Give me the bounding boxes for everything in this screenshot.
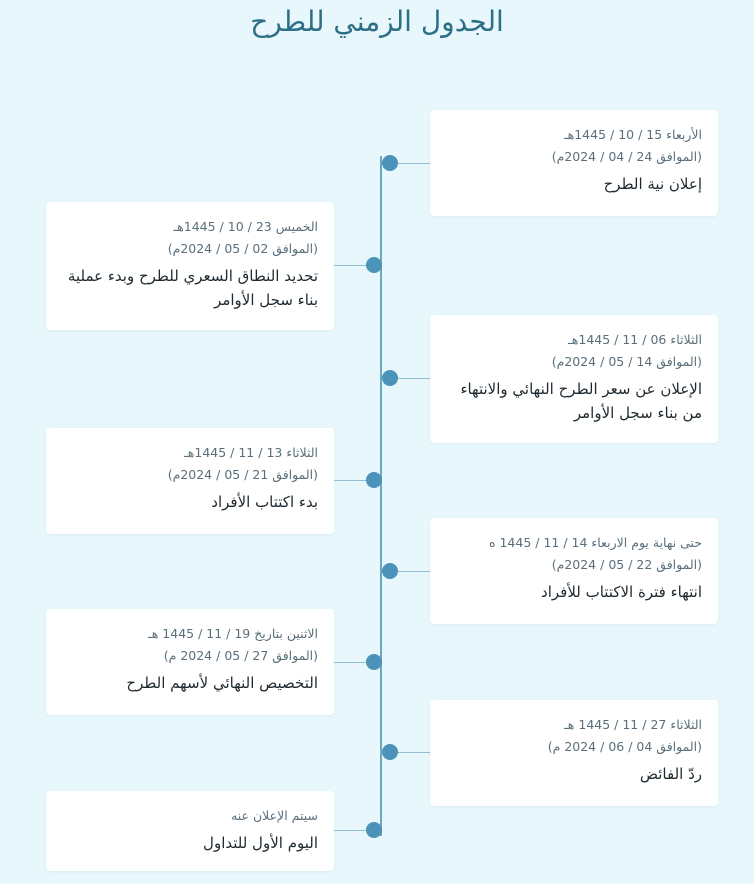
timeline-dot (382, 744, 398, 760)
timeline-card-retail-subscription-start (46, 428, 334, 534)
event-date-hijri: الثلاثاء 13 / 11 / 1445هـ (184, 445, 318, 460)
timeline-card-final-allocation (46, 609, 334, 715)
event-date-gregorian: (الموافق 22 / 05 / 2024م) (551, 557, 702, 572)
timeline-card-final-price (430, 315, 718, 443)
event-date-hijri: الاثنين بتاريخ 19 / 11 / 1445 هـ (148, 626, 318, 641)
event-description: إعلان نية الطرح (603, 175, 702, 193)
event-description: الإعلان عن سعر الطرح النهائي والانتهاء من بناء سجل الأوامر (460, 380, 702, 422)
event-date-gregorian: (الموافق 21 / 05 / 2024م) (167, 467, 318, 482)
timeline-dot (382, 370, 398, 386)
event-description: تحديد النطاق السعري للطرح وبدء عملية بناء سجل الأوامر (67, 267, 318, 309)
event-description: ردّ الفائض (639, 765, 702, 783)
event-description: انتهاء فترة الاكتتاب للأفراد (541, 583, 702, 601)
event-date-hijri: حتى نهاية يوم الاربعاء 14 / 11 / 1445 ه (488, 535, 702, 550)
timeline-dot (366, 472, 382, 488)
event-date-gregorian: (الموافق 04 / 06 / 2024 م) (547, 739, 702, 754)
event-date-gregorian: (الموافق 14 / 05 / 2024م) (551, 354, 702, 369)
event-date-hijri: الثلاثاء 06 / 11 / 1445هـ (568, 332, 702, 347)
timeline-axis (380, 156, 382, 836)
event-description: اليوم الأول للتداول (203, 834, 318, 852)
event-description: التخصيص النهائي لأسهم الطرح (126, 674, 318, 692)
event-date-gregorian: (الموافق 24 / 04 / 2024م) (551, 149, 702, 164)
event-date-gregorian: (الموافق 02 / 05 / 2024م) (167, 241, 318, 256)
timeline-card-price-range (46, 202, 334, 330)
timeline-card-retail-subscription-end (430, 518, 718, 624)
timeline-card-intention-announcement (430, 110, 718, 216)
timeline-dot (366, 654, 382, 670)
event-date-hijri: الخميس 23 / 10 / 1445هـ (173, 219, 318, 234)
timeline-dot (382, 563, 398, 579)
event-date-hijri: الأربعاء 15 / 10 / 1445هـ (563, 127, 702, 142)
event-date-hijri: سيتم الإعلان عنه (231, 808, 318, 823)
timeline-card-first-trading-day (46, 791, 334, 871)
timeline-card-refund (430, 700, 718, 806)
timeline-dot (366, 257, 382, 273)
event-date-gregorian: (الموافق 27 / 05 / 2024 م) (163, 648, 318, 663)
timeline-dot (366, 822, 382, 838)
event-date-hijri: الثلاثاء 27 / 11 / 1445 هـ (564, 717, 702, 732)
event-description: بدء اكتتاب الأفراد (211, 493, 318, 511)
page-title: الجدول الزمني للطرح (250, 5, 504, 38)
timeline-dot (382, 155, 398, 171)
